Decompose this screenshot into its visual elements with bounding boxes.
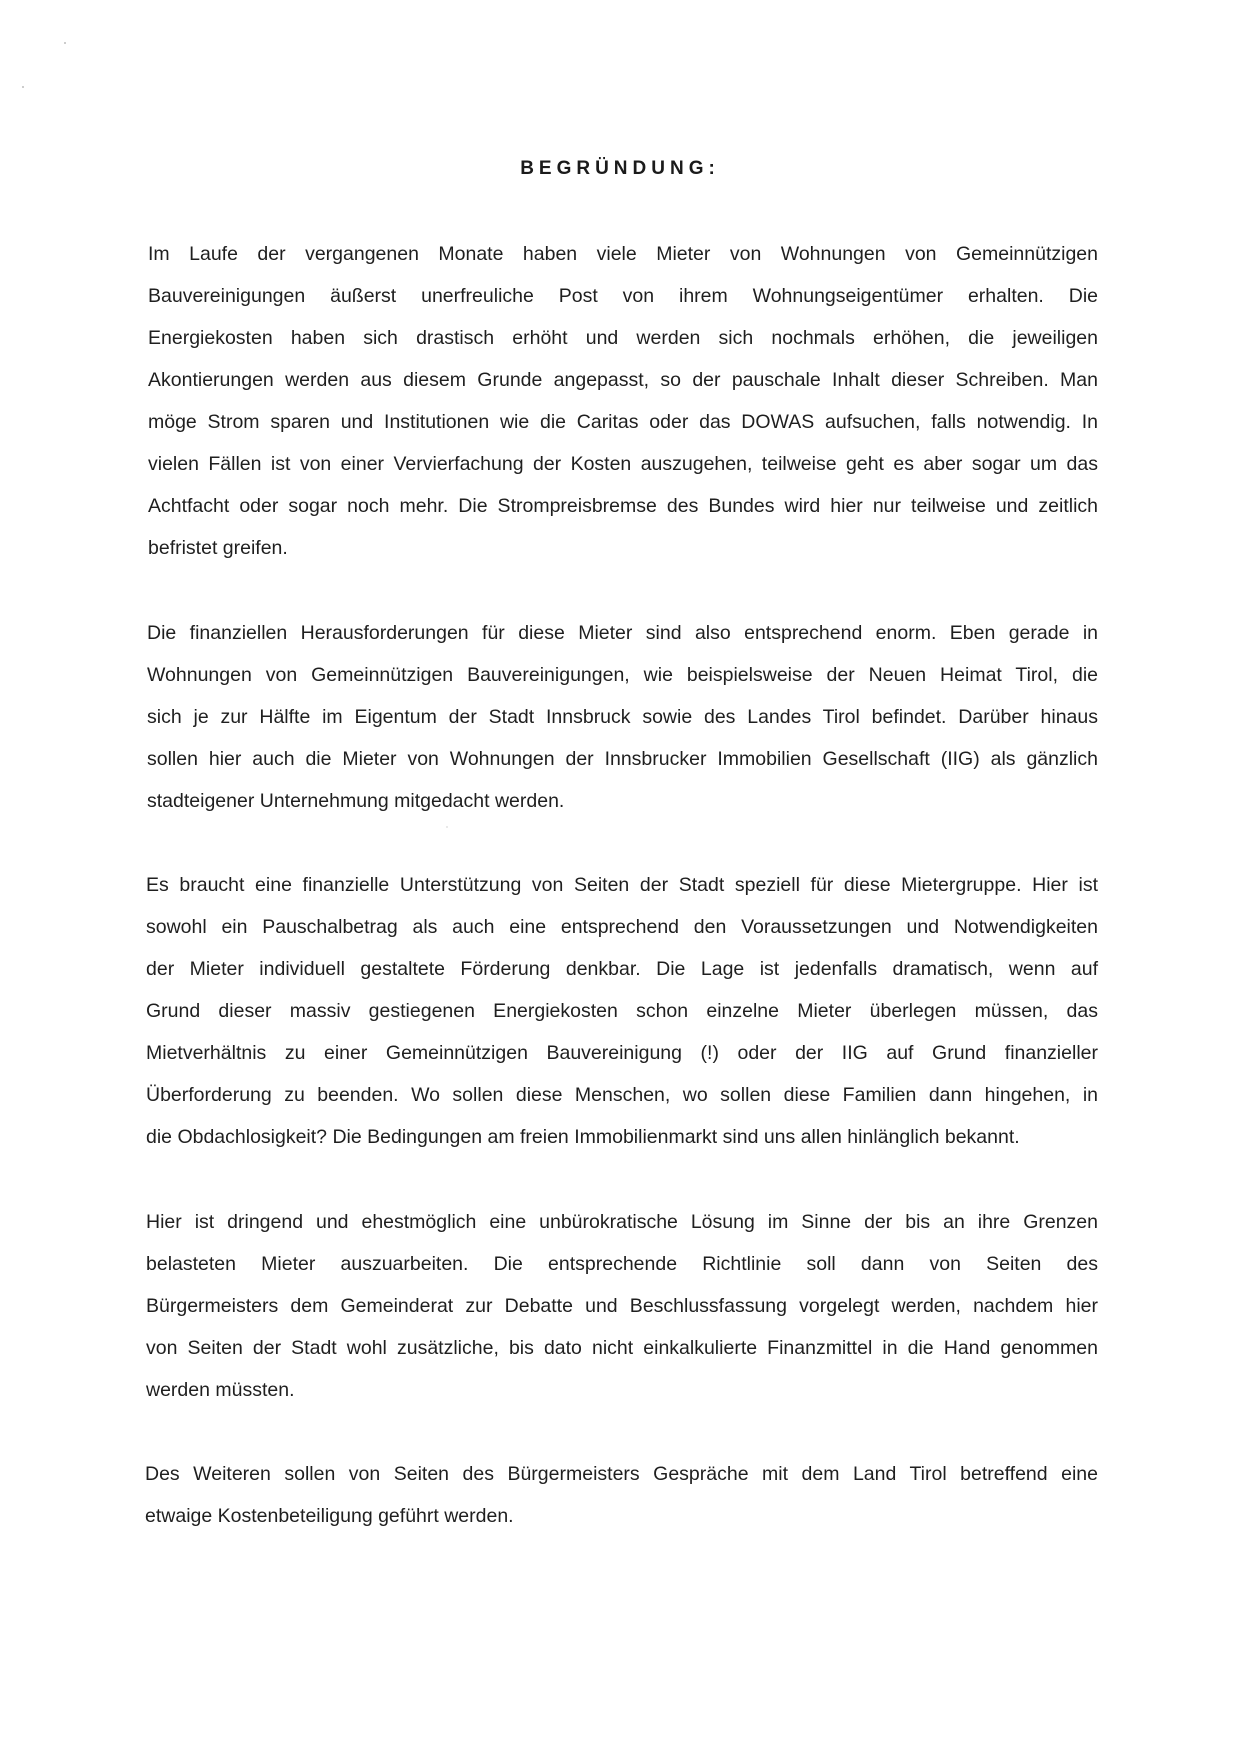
scan-speck: [22, 86, 24, 88]
text-line: Grund dieser massiv gestiegenen Energiekosten schon einzelne Mieter überlegen müssen, das: [146, 1000, 1098, 1022]
paragraph-1: [148, 233, 1098, 569]
text-line: Überforderung zu beenden. Wo sollen diese Menschen, wo sollen diese Familien dann hingehen, in: [146, 1084, 1098, 1106]
page-title: BEGRÜNDUNG:: [520, 158, 720, 179]
text-line: möge Strom sparen und Institutionen wie die Caritas oder das DOWAS aufsuchen, falls notwendig. In: [148, 411, 1098, 433]
text-line: Hier ist dringend und ehestmöglich eine unbürokratische Lösung im Sinne der bis an ihre Grenzen: [146, 1211, 1098, 1233]
text-line: die Obdachlosigkeit? Die Bedingungen am freien Immobilienmarkt sind uns allen hinlänglich bekannt.: [146, 1126, 1020, 1148]
text-line: befristet greifen.: [148, 537, 288, 559]
text-line: von Seiten der Stadt wohl zusätzliche, bis dato nicht einkalkulierte Finanzmittel in die Hand genommen: [146, 1337, 1098, 1359]
paragraph-5: [145, 1453, 1098, 1537]
scan-speck: [64, 42, 66, 44]
text-line: Akontierungen werden aus diesem Grunde angepasst, so der pauschale Inhalt dieser Schreiben. Man: [148, 369, 1098, 391]
text-line: Achtfacht oder sogar noch mehr. Die Strompreisbremse des Bundes wird hier nur teilweise und zeitlich: [148, 495, 1098, 517]
text-line: sich je zur Hälfte im Eigentum der Stadt Innsbruck sowie des Landes Tirol befindet. Darüber hinaus: [147, 706, 1098, 728]
text-line: Mietverhältnis zu einer Gemeinnützigen Bauvereinigung (!) oder der IIG auf Grund finanzieller: [146, 1042, 1098, 1064]
text-line: Bürgermeisters dem Gemeinderat zur Debatte und Beschlussfassung vorgelegt werden, nachdem hier: [146, 1295, 1098, 1317]
text-line: sollen hier auch die Mieter von Wohnungen der Innsbrucker Immobilien Gesellschaft (IIG) als gänzlich: [147, 748, 1098, 770]
text-line: Es braucht eine finanzielle Unterstützung von Seiten der Stadt speziell für diese Mietergruppe. Hier ist: [146, 874, 1098, 896]
text-line: vielen Fällen ist von einer Vervierfachung der Kosten auszugehen, teilweise geht es aber sogar um das: [148, 453, 1098, 475]
paragraph-4: [146, 1201, 1098, 1411]
scan-speck: [446, 826, 448, 828]
text-line: werden müssten.: [146, 1379, 295, 1401]
paragraph-2: [147, 612, 1098, 822]
text-line: Im Laufe der vergangenen Monate haben viele Mieter von Wohnungen von Gemeinnützigen: [148, 243, 1098, 265]
text-line: etwaige Kostenbeteiligung geführt werden.: [145, 1505, 514, 1527]
text-line: Energiekosten haben sich drastisch erhöht und werden sich nochmals erhöhen, die jeweiligen: [148, 327, 1098, 349]
text-line: sowohl ein Pauschalbetrag als auch eine entsprechend den Voraussetzungen und Notwendigkeiten: [146, 916, 1098, 938]
text-line: der Mieter individuell gestaltete Förderung denkbar. Die Lage ist jedenfalls dramatisch, wenn auf: [146, 958, 1098, 980]
text-line: belasteten Mieter auszuarbeiten. Die entsprechende Richtlinie soll dann von Seiten des: [146, 1253, 1098, 1275]
text-line: Wohnungen von Gemeinnützigen Bauvereinigungen, wie beispielsweise der Neuen Heimat Tirol, die: [147, 664, 1098, 686]
text-line: Bauvereinigungen äußerst unerfreuliche Post von ihrem Wohnungseigentümer erhalten. Die: [148, 285, 1098, 307]
paragraph-3: [146, 864, 1098, 1158]
text-line: stadteigener Unternehmung mitgedacht werden.: [147, 790, 565, 812]
text-line: Des Weiteren sollen von Seiten des Bürgermeisters Gespräche mit dem Land Tirol betreffend eine: [145, 1463, 1098, 1485]
text-line: Die finanziellen Herausforderungen für diese Mieter sind also entsprechend enorm. Eben gerade in: [147, 622, 1098, 644]
